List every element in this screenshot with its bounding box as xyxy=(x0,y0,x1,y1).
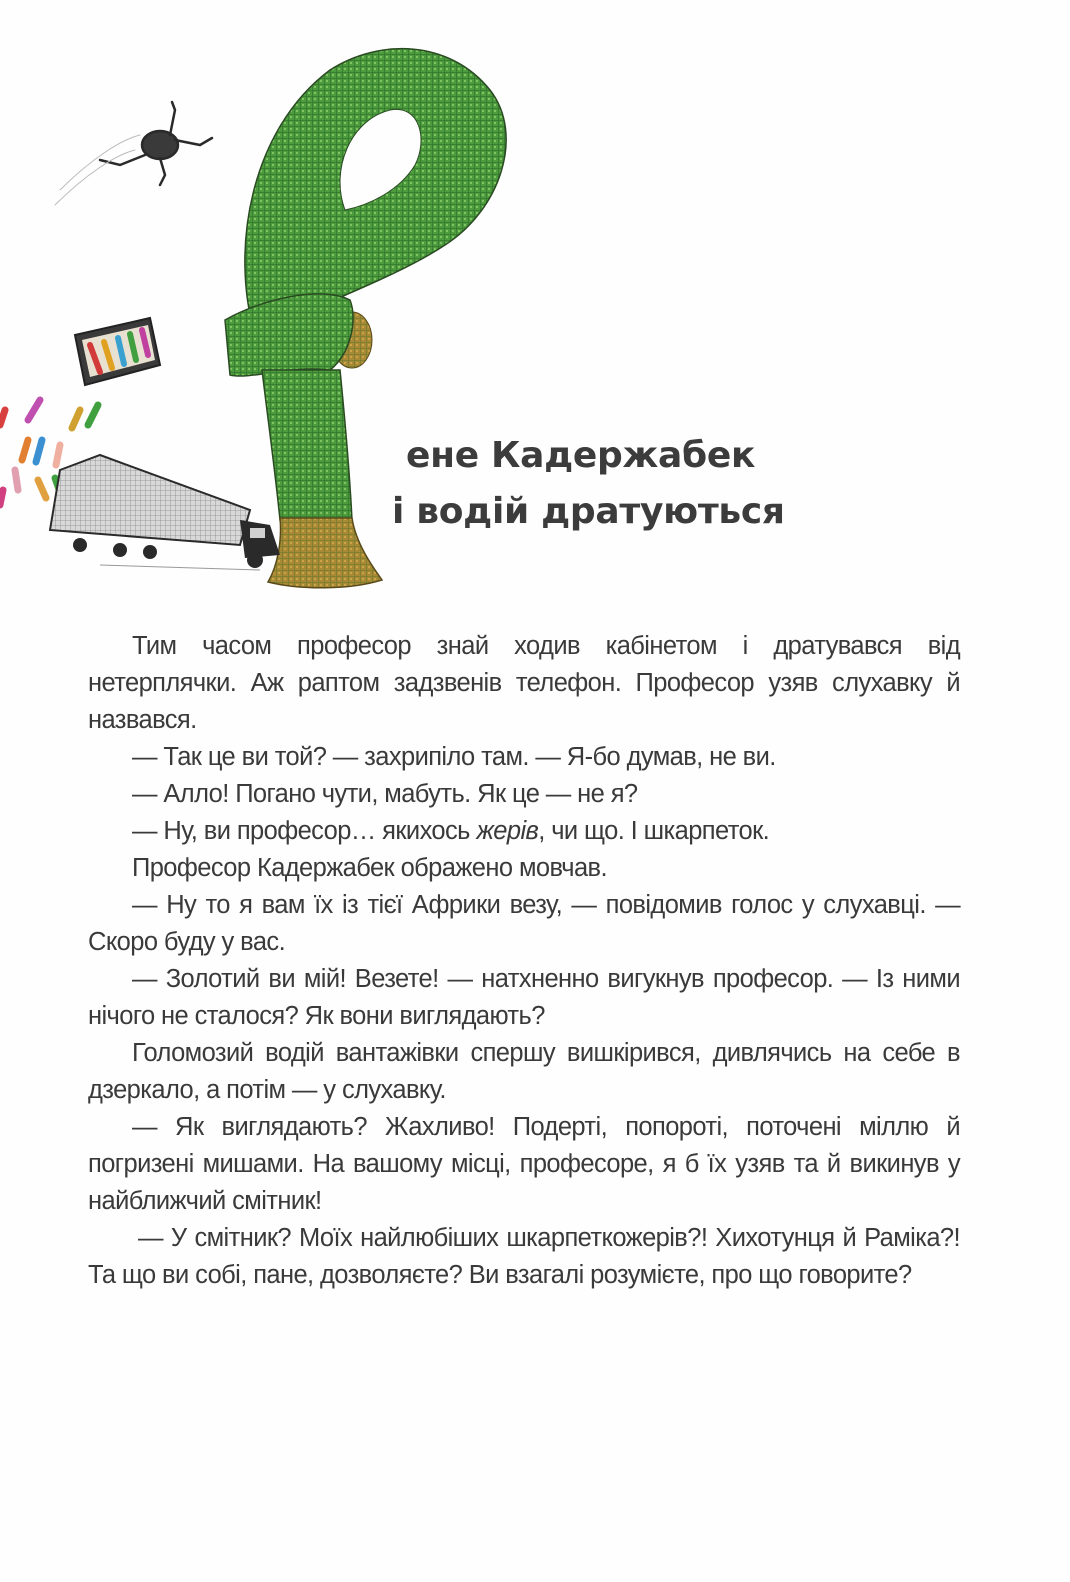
chapter-title-line-1: ене Кадержабек xyxy=(406,435,756,476)
italic-word: жерів xyxy=(476,817,539,845)
paragraph: — Так це ви той? — захрипіло там. — Я-бо думав, не ви. xyxy=(132,743,776,771)
paragraph-text: , чи що. І шкарпеток. xyxy=(538,817,770,845)
flying-figure-icon xyxy=(55,102,212,205)
truck-icon xyxy=(50,455,280,570)
paragraph xyxy=(88,813,960,850)
paragraph: — Алло! Погано чути, мабуть. Як це — не я? xyxy=(132,780,638,808)
paragraph: — Золотий ви мій! Везете! — натхненно вигукнув професор. — Із ними нічого не сталося? Як вони виглядають? xyxy=(88,965,960,1030)
suitcase-icon xyxy=(75,318,160,385)
paragraph-text: — Ну, ви професор… якихось xyxy=(132,817,477,845)
paragraph: Тим часом професор знай ходив кабінетом і дратувався від нетерплячки. Аж раптом задзвенів телефон. Професор узяв слухавку й назвався. xyxy=(88,632,960,734)
paragraph: Професор Кадержабек ображено мовчав. xyxy=(132,854,607,882)
paragraph: Голомозий водій вантажівки спершу вишкірився, дивлячись на себе в дзеркало, а потім — у слухавку. xyxy=(88,1039,960,1104)
chapter-title-line-2: і водій дратуються xyxy=(392,491,785,532)
paragraph: — Ну то я вам їх із тієї Африки везу, — повідомив голос у слухавці. — Скоро буду у вас. xyxy=(88,891,960,956)
chapter-title xyxy=(392,428,785,540)
paragraph: — Як виглядають? Жахливо! Подерті, попороті, поточені міллю й погризені мишами. На вашому місці, професоре, я б їх узяв та й викинув у найближчий смітник! xyxy=(88,1113,960,1215)
paragraph: — У смітник? Моїх найлюбіших шкарпеткожерів?! Хихотунця й Раміка?! Та що ви собі, пане, дозволяєте? Ви взагалі розумієте, про що говорите? xyxy=(88,1224,960,1289)
chapter-body xyxy=(88,628,960,1294)
